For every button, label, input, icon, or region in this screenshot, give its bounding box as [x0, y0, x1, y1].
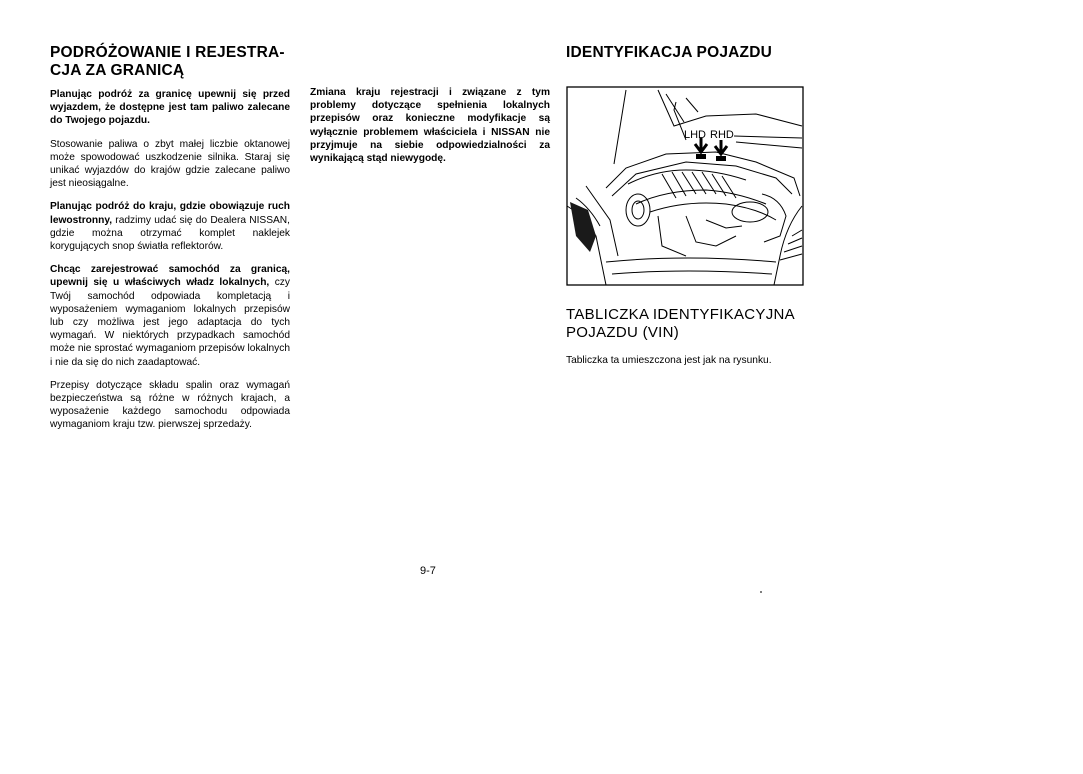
- section-title-travel-line2: CJA ZA GRANICĄ: [50, 62, 185, 79]
- left-traffic-paragraph: [50, 200, 290, 253]
- vin-plate-title-line1: TABLICZKA IDENTYFIKACYJNA: [566, 306, 795, 323]
- rhd-label: RHD: [710, 129, 734, 141]
- middle-column: [310, 86, 550, 165]
- page-number: 9-7: [420, 565, 436, 577]
- emission-rules-paragraph: Przepisy dotyczące składu spalin oraz wymagań bezpieczeństwa są różne w różnych krajach, a wyposażenie każdego samochodu odpowiada wymaganiom kraju tzw. pierwszej sprzedaży.: [50, 379, 290, 431]
- section-title-travel-line1: PODRÓŻOWANIE I REJESTRA-: [50, 44, 285, 61]
- right-column-lower: [566, 306, 816, 367]
- engine-bay-illustration: [566, 86, 804, 286]
- left-traffic-bold: Planując podróż do kraju, gdzie obowiązuje ruch lewostronny,: [50, 201, 290, 226]
- vin-plate-location-paragraph: Tabliczka ta umieszczona jest jak na rysunku.: [566, 355, 772, 366]
- registration-abroad-text: czy Twój samochód odpowiada kompletacją i wyposażeniem wymaganiom lokalnych przepisów lub czy możliwa jest jego adaptacja do tych wymagań. W niektórych przypadkach samochód może nie sprostać wymaganiom przepisów lokalnych i nie da się do nich zaadaptować.: [50, 277, 290, 368]
- vin-plate-title-line2: POJAZDU (VIN): [566, 324, 680, 341]
- owner-responsibility-paragraph: Zmiana kraju rejestracji i związane z tym problemy dotyczące spełnienia lokalnych przepisów oraz konieczne modyfikacje są wyłącznie problemem właściciela i NISSAN nie przyjmuje na siebie odpowiedzialności za wynikającą stąd niewygodę.: [310, 87, 550, 165]
- registration-abroad-paragraph: [50, 263, 290, 369]
- registration-abroad-bold: Chcąc zarejestrować samochód za granicą, upewnij się u właściwych władz lokalnych,: [50, 264, 290, 289]
- section-title-travel: [50, 44, 290, 80]
- scan-speck: [760, 591, 762, 593]
- right-column: [566, 44, 816, 62]
- section-title-identification: IDENTYFIKACJA POJAZDU: [566, 44, 773, 61]
- travel-lead-paragraph: Planując podróż za granicę upewnij się przed wyjazdem, że dostępne jest tam paliwo zalecane do Twojego pojazdu.: [50, 89, 290, 127]
- left-column: [50, 44, 290, 432]
- vin-plate-title: [566, 306, 816, 342]
- lhd-label: LHD: [684, 129, 707, 141]
- fuel-octane-paragraph: Stosowanie paliwa o zbyt małej liczbie oktanowej może spowodować uszkodzenie silnika. Staraj się unikać wyjazdów do krajów gdzie zalecane paliwo jest nieosiągalne.: [50, 138, 290, 190]
- left-traffic-text: radzimy udać się do Dealera NISSAN, gdzie można otrzymać komplet naklejek korygujących snop światła reflektorów.: [50, 214, 290, 253]
